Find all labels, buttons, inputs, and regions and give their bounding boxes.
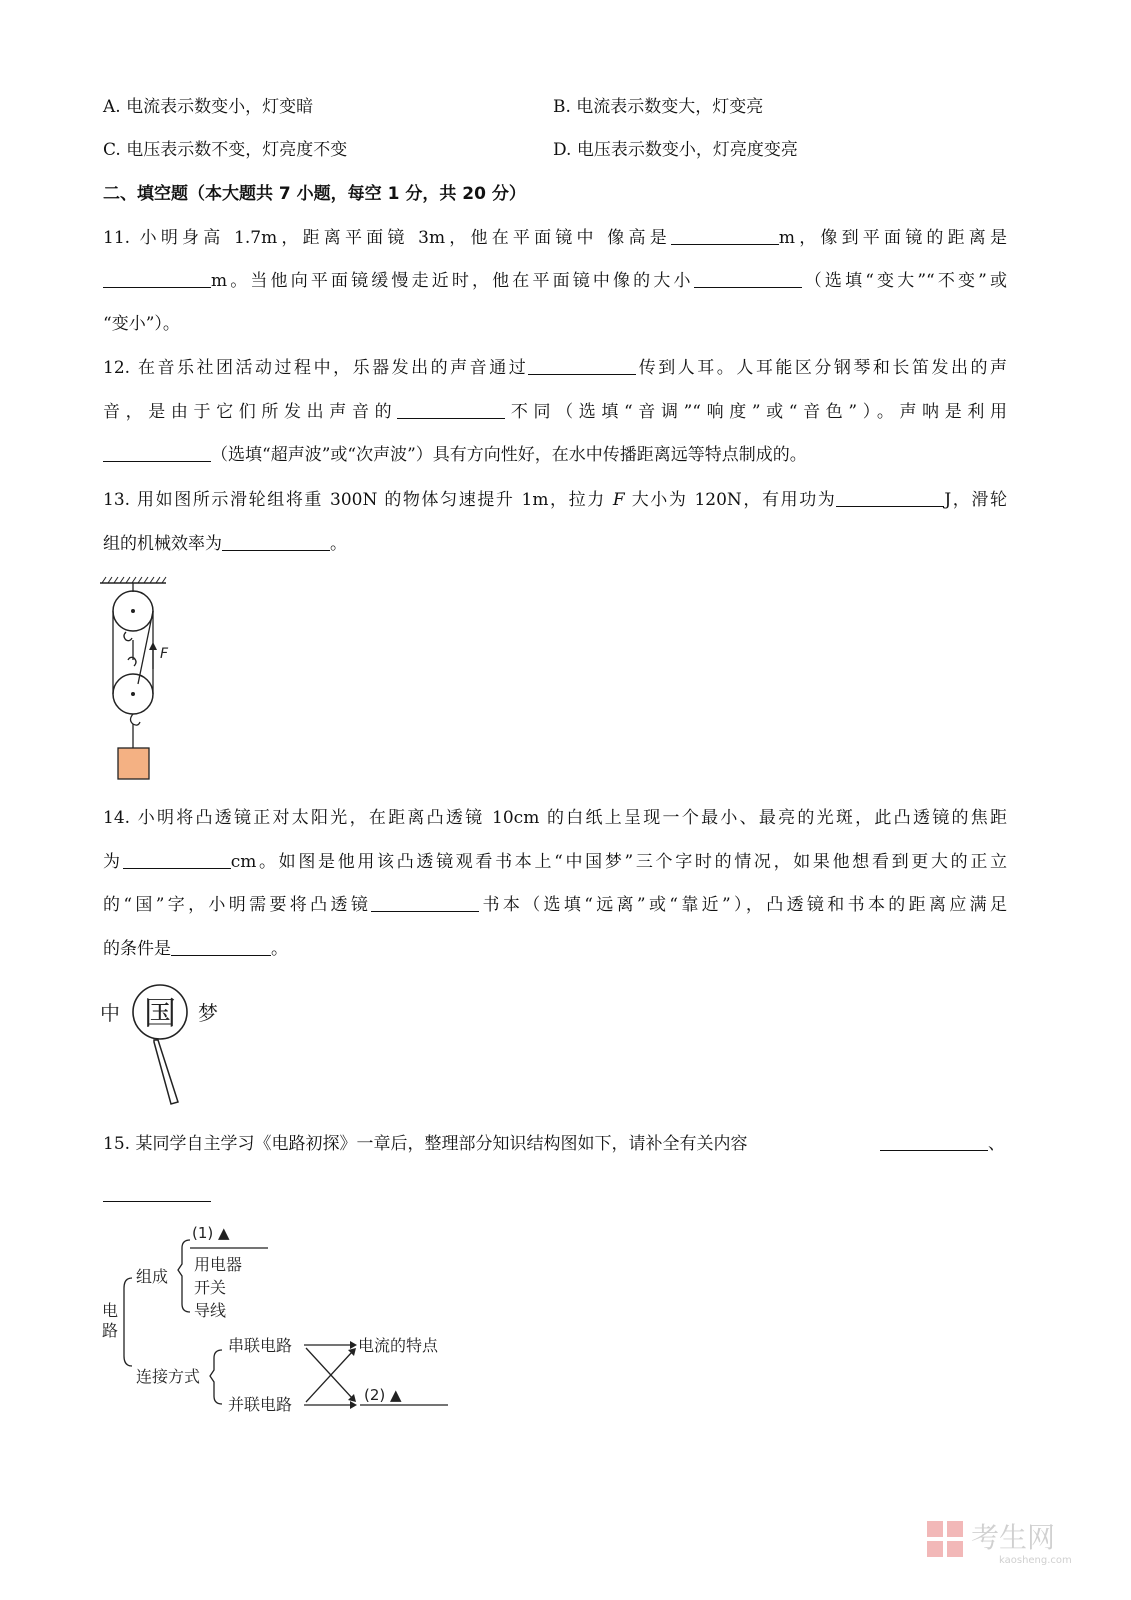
q12-text: 不同（选填“音调”“响度”或“音色”）。声呐是利用 xyxy=(505,402,1007,422)
root-char-1: 电 xyxy=(102,1301,119,1320)
q11-text: m。当他向平面镜缓慢走近时，他在平面镜中像的大小 xyxy=(211,271,694,291)
answer-blank xyxy=(103,270,211,288)
answer-blank xyxy=(880,1133,988,1151)
q14-text: 书本（选填“远离”或“靠近”），凸透镜和书本的距离应满足 xyxy=(479,895,1007,915)
compose-label: 组成 xyxy=(136,1267,169,1286)
lens-handle xyxy=(154,1040,178,1104)
q15-line-2 xyxy=(103,1184,211,1206)
char-zhong: 中 xyxy=(100,1001,120,1025)
ceiling-hatch xyxy=(100,577,166,583)
q13-line-1 xyxy=(103,489,1007,511)
answer-blank xyxy=(694,270,802,288)
answer-blank xyxy=(371,894,479,912)
series-label: 串联电路 xyxy=(228,1336,293,1355)
q15-blanks xyxy=(880,1133,1005,1155)
q11-text: （选填“变大”“不变”或 xyxy=(801,271,1007,291)
connector-arrows xyxy=(304,1341,357,1409)
force-label: F xyxy=(160,646,169,662)
option-d: D. 电压表示数变小，灯亮度变亮 xyxy=(553,140,798,160)
q12-line-1 xyxy=(103,357,1007,379)
q12-text: 传到人耳。人耳能区分钢琴和长笛发出的声 xyxy=(636,358,1007,378)
q13-text: J，滑轮 xyxy=(944,490,1007,510)
q13-text: 组的机械效率为 xyxy=(103,534,222,554)
q13-force-symbol: F xyxy=(612,490,625,510)
q12-text: 12. 在音乐社团活动过程中，乐器发出的声音通过 xyxy=(103,358,529,378)
watermark-logo-icon xyxy=(927,1521,963,1557)
q14-text: cm。如图是他用该凸透镜观看书本上“中国梦”三个字时的情况，如果他想看到更大的正立 xyxy=(230,852,1008,872)
q11-text: 11. 小明身高 1.7m，距离平面镜 3m，他在平面镜中 像高是 xyxy=(103,228,671,248)
magnifier-figure xyxy=(98,984,228,1108)
q11-line-2 xyxy=(103,270,1007,292)
blank-1-label: (1) ▲ xyxy=(192,1224,230,1242)
connect-label: 连接方式 xyxy=(136,1367,201,1386)
q12-text: 音，是由于它们所发出声音的 xyxy=(103,402,398,422)
q13-text: 大小为 120N，有用功为 xyxy=(631,490,837,510)
q15-sep: 、 xyxy=(988,1134,1005,1154)
parallel-label: 并联电路 xyxy=(228,1395,293,1414)
q13-text: 13. 用如图所示滑轮组将重 300N 的物体匀速提升 1m，拉力 xyxy=(103,490,606,510)
q11-text: m，像到平面镜的距离是 xyxy=(778,228,1007,248)
circuit-structure-diagram xyxy=(98,1218,458,1422)
q11-line-3: “变小”）。 xyxy=(103,314,180,334)
item-appliance: 用电器 xyxy=(194,1255,243,1274)
root-char-2: 路 xyxy=(102,1321,119,1340)
pulley-figure xyxy=(96,574,196,784)
char-guo: 国 xyxy=(144,994,177,1032)
compose-brace xyxy=(178,1240,190,1312)
q13-text: 。 xyxy=(330,534,347,554)
q14-line-2 xyxy=(103,851,1007,873)
answer-blank xyxy=(171,938,271,956)
q14-text: 。 xyxy=(271,939,288,959)
watermark-text: 考生网 xyxy=(971,1521,1056,1554)
item-switch: 开关 xyxy=(194,1278,227,1297)
option-c: C. 电压表示数不变，灯亮度不变 xyxy=(103,140,348,160)
current-feature-label: 电流的特点 xyxy=(358,1336,439,1355)
watermark xyxy=(927,1513,1095,1572)
weight-block xyxy=(118,748,149,779)
q15-line-1 xyxy=(103,1133,747,1155)
q13-line-2 xyxy=(103,533,347,555)
answer-blank xyxy=(103,1184,211,1202)
q14-line-4 xyxy=(103,938,288,960)
answer-blank xyxy=(397,401,505,419)
q14-text: 为 xyxy=(103,852,123,872)
item-wire: 导线 xyxy=(194,1301,227,1320)
q14-line-1: 14. 小明将凸透镜正对太阳光，在距离凸透镜 10cm 的白纸上呈现一个最小、最亮的光斑，此凸透镜的焦距 xyxy=(103,808,1007,828)
answer-blank xyxy=(103,444,211,462)
q12-line-3 xyxy=(103,444,807,466)
section-heading: 二、填空题（本大题共 7 小题，每空 1 分，共 20 分） xyxy=(103,184,526,204)
answer-blank xyxy=(671,227,779,245)
q15-text: 15. 某同学自主学习《电路初探》一章后，整理部分知识结构图如下，请补全有关内容 xyxy=(103,1134,748,1154)
q14-text: 的“国”字，小明需要将凸透镜 xyxy=(103,895,372,915)
answer-blank xyxy=(836,489,944,507)
q12-line-2 xyxy=(103,401,1007,423)
connect-brace xyxy=(210,1350,222,1404)
force-arrow xyxy=(149,642,157,650)
answer-blank xyxy=(528,357,636,375)
q14-text: 的条件是 xyxy=(103,939,171,959)
answer-blank xyxy=(222,533,330,551)
char-meng: 梦 xyxy=(198,1001,218,1025)
q12-text: （选填“超声波”或“次声波”）具有方向性好，在水中传播距离远等特点制成的。 xyxy=(211,445,807,465)
answer-blank xyxy=(123,851,231,869)
watermark-url: kaosheng.com xyxy=(999,1555,1072,1566)
option-b: B. 电流表示数变大，灯变亮 xyxy=(553,97,764,117)
blank-2-label: (2) ▲ xyxy=(364,1386,402,1404)
root-brace xyxy=(124,1278,132,1366)
q14-line-3 xyxy=(103,894,1007,916)
q11-line-1 xyxy=(103,227,1007,249)
option-a: A. 电流表示数变小，灯变暗 xyxy=(103,97,314,117)
